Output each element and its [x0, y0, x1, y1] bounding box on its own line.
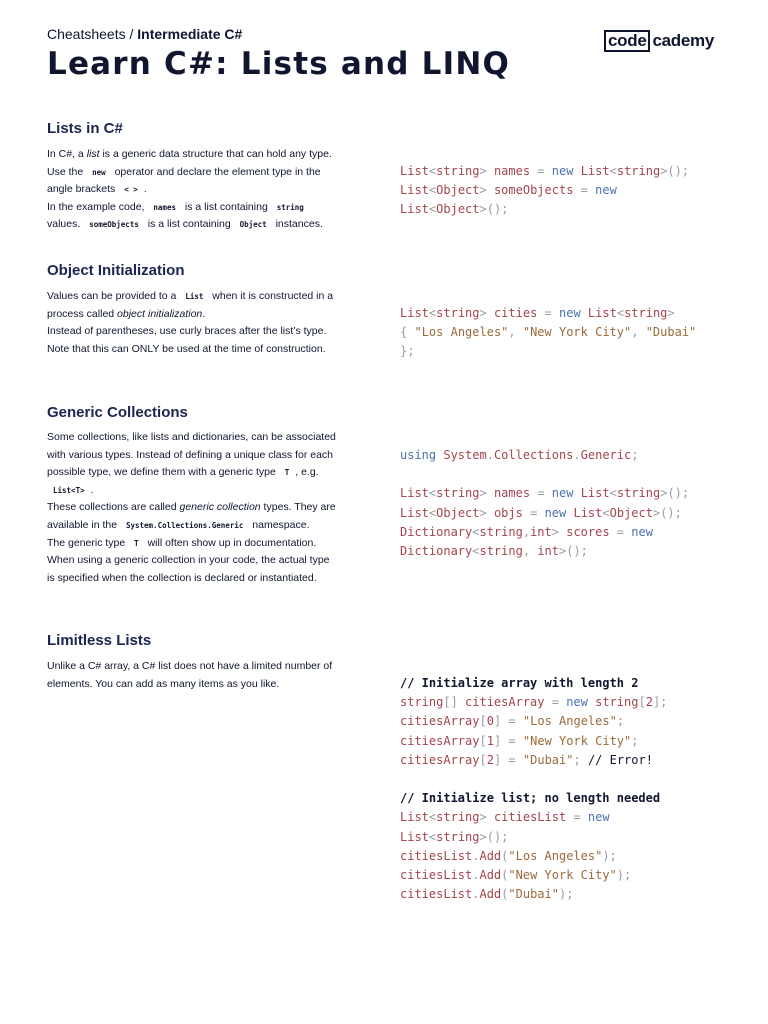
inline-code: string: [276, 202, 304, 212]
inline-code: < >: [124, 185, 138, 195]
section-heading-object-initialization: Object Initialization: [47, 262, 185, 279]
inline-code: System.Collections.Generic: [125, 520, 244, 530]
inline-code: List<T>: [53, 485, 85, 495]
breadcrumb-root-link[interactable]: Cheatsheets: [47, 26, 126, 42]
inline-code: Object: [239, 220, 267, 230]
code-block-limitless-lists: // Initialize array with length 2 string[] citiesArray = new string[2]; citiesArray[0] = "Los Angeles"; citiesArray[1] = "New York City"; citiesArray[2] = "Dubai"; // Error! // Initialize list; no length needed List<string> citiesList = new List<string>(); citiesList.Add("Los Angeles"); citiesList.Add("New York City"); citiesList.Add("Dubai");: [400, 676, 668, 902]
code-block-lists: List<string> names = new List<string>(); List<Object> someObjects = new List<Object>();: [400, 164, 690, 217]
section-description-generic-collections: Some collections, like lists and dictionaries, can be associated with various types. Instead of defining a unique class for each possible type, we define them with a generic type T , e.g. List<T> . These collections are called generic collection types. They are available in the System.Collections.Generic namespace. The generic type T will often show up in documentation. When using a generic collection in your code, the actual type is specified when the collection is declared or instantiated.: [47, 431, 336, 584]
section-heading-lists: Lists in C#: [47, 120, 123, 137]
section-description-limitless-lists: Unlike a C# array, a C# list does not have a limited number of elements. You can add as many items as you like.: [47, 660, 333, 690]
inline-code: T: [284, 468, 290, 478]
section-description-lists: In C#, a list is a generic data structure that can hold any type. Use the new operator and declare the element type in the angle brackets < > . In the example code, names is a list containing string values. someObjects is a list containing Object instances.: [47, 148, 332, 231]
inline-code: List: [185, 292, 204, 301]
inline-code: names: [153, 202, 176, 212]
section-description-object-initialization: Values can be provided to a List when it is constructed in a process called object initialization. Instead of parentheses, use curly braces after the list’s type. Note that this can ONLY be used at the time of construction.: [47, 290, 334, 355]
logo-cademy: cademy: [652, 31, 715, 50]
code-block-object-initialization: List<string> cities = new List<string> { "Los Angeles", "New York City", "Dubai" };: [400, 306, 697, 359]
breadcrumb: [47, 26, 242, 42]
page-title: Learn C#: Lists and LINQ: [47, 46, 511, 82]
inline-code: T: [134, 538, 139, 548]
breadcrumb-separator: /: [129, 26, 134, 42]
codecademy-logo[interactable]: [604, 30, 714, 52]
code-block-generic-collections: using System.Collections.Generic; List<string> names = new List<string>(); List<Object> objs = new List<Object>(); Dictionary<string,int> scores = new Dictionary<string, int>();: [400, 448, 690, 559]
inline-code: someObjects: [89, 220, 139, 230]
logo-code: code: [604, 30, 650, 52]
breadcrumb-current: Intermediate C#: [137, 26, 243, 42]
inline-code: new: [92, 167, 106, 177]
section-heading-generic-collections: Generic Collections: [47, 404, 188, 421]
section-heading-limitless-lists: Limitless Lists: [47, 632, 152, 649]
